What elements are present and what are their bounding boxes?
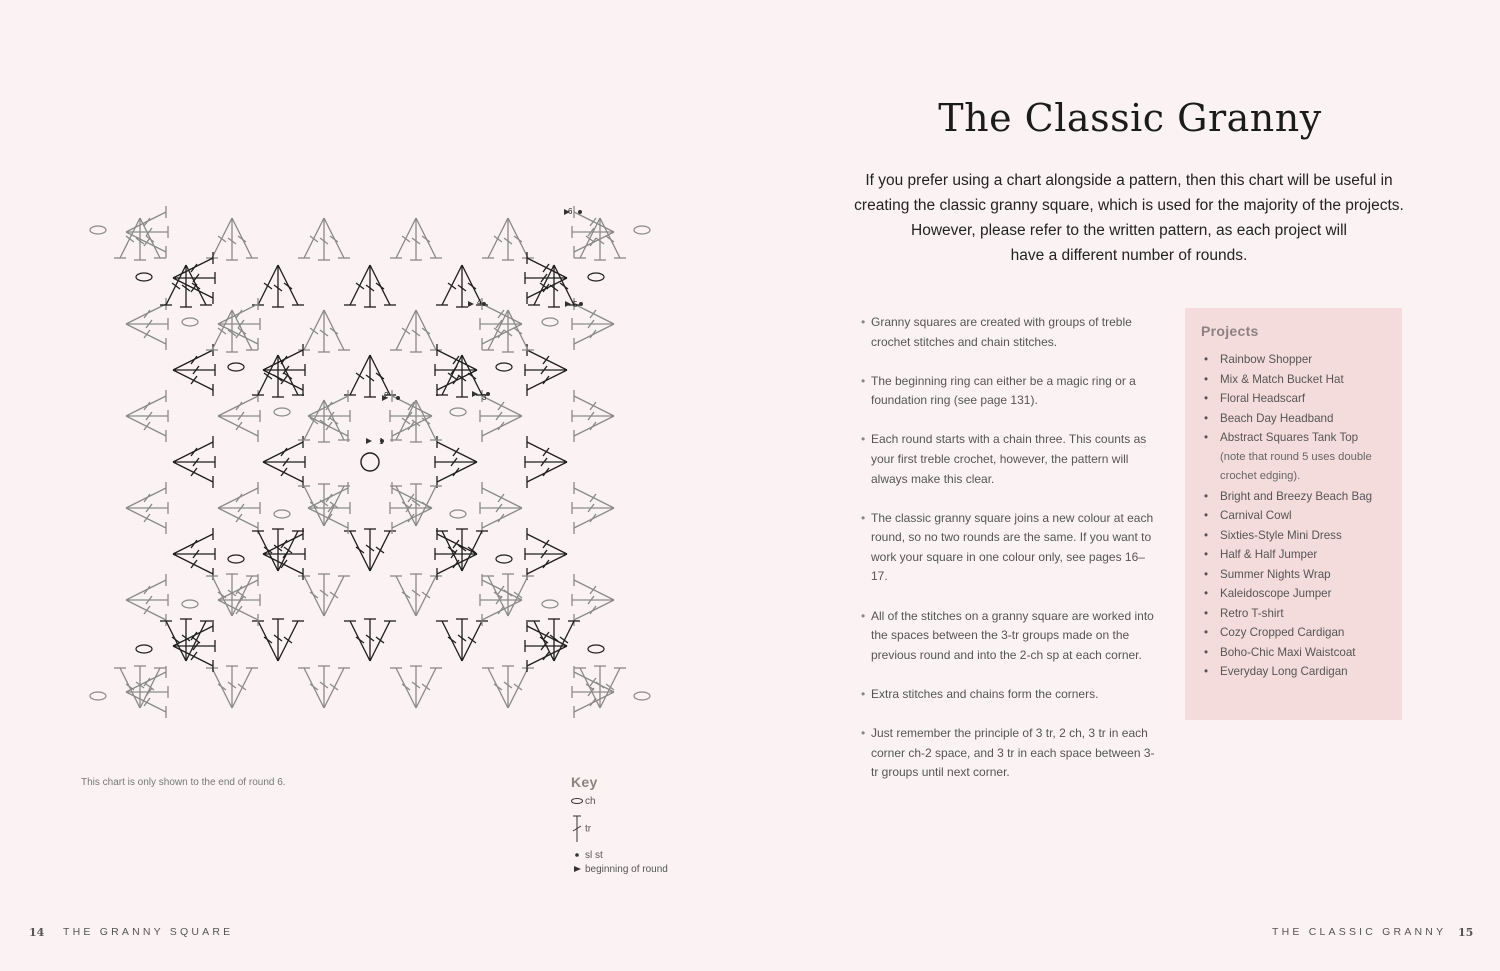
key-item-treble [571, 814, 591, 844]
running-head-right: THE CLASSIC GRANNY [1272, 926, 1447, 938]
treble-stitch [580, 668, 600, 708]
project-name: Mix & Match Bucket Hat [1220, 372, 1344, 386]
project-name: Sixties-Style Mini Dress [1220, 528, 1342, 542]
treble-cluster [525, 436, 567, 488]
project-name: Rainbow Shopper [1220, 353, 1313, 366]
chain-stitch [90, 692, 106, 700]
treble-cluster [126, 390, 168, 442]
project-name: Retro T-shirt [1220, 606, 1284, 620]
project-name: Carnival Cowl [1220, 509, 1292, 522]
treble-stitch [126, 304, 166, 324]
project-name: Summer Nights Wrap [1220, 567, 1331, 581]
project-item [1204, 370, 1394, 390]
chain-stitch [542, 318, 558, 326]
project-name: Kaleidoscope Jumper [1220, 587, 1332, 600]
project-item [1204, 389, 1394, 409]
project-item [1204, 584, 1394, 604]
chain-stitch [634, 692, 650, 700]
treble-stitch [508, 218, 528, 258]
treble-stitch [173, 442, 213, 462]
treble-stitch [218, 396, 258, 416]
treble-cluster [173, 528, 215, 580]
treble-stitch [482, 508, 522, 528]
round-start-arrow [565, 301, 571, 307]
treble-cluster [263, 436, 305, 488]
round-start-arrow [366, 438, 372, 444]
treble-cluster [525, 620, 567, 672]
treble-cluster [308, 390, 350, 442]
treble-stitch [574, 600, 614, 620]
treble-stitch [263, 350, 303, 370]
key-item-slip-stitch [571, 850, 603, 861]
project-item [1204, 350, 1394, 370]
treble-stitch [488, 668, 508, 708]
treble-cluster [252, 619, 304, 661]
treble-stitch [437, 462, 477, 482]
project-item [1204, 428, 1394, 487]
treble-stitch [212, 668, 232, 708]
projects-panel [1185, 308, 1402, 720]
treble-stitch [350, 621, 370, 661]
treble-stitch [396, 668, 416, 708]
project-name: Bright and Breezy Beach Bag [1220, 489, 1373, 503]
round-label-1: 1 [379, 437, 384, 446]
chain-stitch [634, 226, 650, 234]
treble-stitch [554, 265, 574, 305]
chain-stitch [588, 645, 604, 653]
treble-stitch [527, 646, 567, 666]
intro-paragraph [840, 168, 1418, 268]
treble-cluster [126, 666, 168, 718]
treble-cluster [480, 482, 522, 534]
slip-stitch-dot-icon [571, 850, 585, 860]
treble-cluster [252, 265, 304, 307]
project-item [1204, 487, 1394, 507]
treble-stitch [304, 486, 324, 526]
treble-stitch [534, 621, 554, 661]
page-number-left: 14 [29, 926, 45, 939]
project-name: Everyday Long Cardigan [1220, 665, 1348, 678]
treble-stitch [488, 576, 508, 616]
running-head-left: THE GRANNY SQUARE [63, 926, 234, 938]
treble-stitch [324, 310, 344, 350]
key-label-round-start: beginning of round [585, 864, 668, 875]
chain-stitch [542, 600, 558, 608]
treble-stitch [173, 534, 213, 554]
tip-item: • Just remember the principle of 3 tr, 2 ch, 3 tr in each corner ch-2 space, and 3 tr in each space between 3-tr groups until next corner. [861, 724, 1161, 783]
chain-stitch [228, 555, 244, 563]
treble-cluster [572, 666, 614, 718]
chain-stitch [450, 408, 466, 416]
tip-item: • Each round starts with a chain three. This counts as your first treble crochet, however, the pattern will always make this clear. [861, 430, 1161, 489]
treble-stitch [263, 442, 303, 462]
project-item [1204, 623, 1394, 643]
treble-cluster [206, 218, 258, 260]
treble-stitch [437, 554, 477, 574]
treble-cluster [126, 206, 168, 258]
treble-cluster [435, 528, 477, 580]
round-label-3: 3 [482, 393, 487, 402]
treble-cluster [480, 574, 522, 626]
treble-stitch [527, 554, 567, 574]
project-name: Boho-Chic Maxi Waistcoat [1220, 645, 1356, 659]
chain-stitch [182, 600, 198, 608]
treble-cluster [435, 436, 477, 488]
round-label-4: 4 [477, 298, 482, 307]
round-label-6: 6 [568, 207, 573, 216]
treble-stitch [392, 508, 432, 528]
magic-ring [361, 453, 379, 471]
chain-stitch [450, 510, 466, 518]
tip-item: • Granny squares are created with groups of treble crochet stitches and chain stitches. [861, 313, 1161, 352]
project-name: Floral Headscarf [1220, 392, 1306, 405]
slip-stitch-dot [396, 396, 400, 400]
treble-cluster [173, 344, 215, 396]
treble-cluster [572, 390, 614, 442]
project-item [1204, 565, 1394, 585]
treble-cluster [390, 666, 442, 708]
round-start-arrow [472, 391, 478, 397]
treble-cluster [390, 574, 442, 616]
tip-item: • All of the stitches on a granny square are worked into the spaces between the 3-tr groups made on the previous round and into the 2-ch sp at each corner. [861, 607, 1161, 666]
treble-cluster [298, 574, 350, 616]
key-label-chain: ch [585, 796, 596, 807]
crochet-chart-diagram [78, 170, 662, 756]
treble-cluster [436, 355, 488, 397]
projects-title: Projects [1201, 323, 1259, 339]
project-note: (note that round 5 uses double crochet edging). [1220, 450, 1372, 482]
treble-stitch [126, 488, 166, 508]
treble-cluster [482, 666, 534, 708]
treble-stitch [416, 310, 436, 350]
treble-cluster [206, 666, 258, 708]
slip-stitch-dot [578, 210, 582, 214]
project-item [1204, 662, 1394, 682]
page-number-right: 15 [1458, 926, 1474, 939]
chain-stitch [182, 318, 198, 326]
treble-stitch [482, 416, 522, 436]
project-name: Half & Half Jumper [1220, 548, 1318, 561]
treble-cluster [436, 619, 488, 661]
treble-cluster [572, 482, 614, 534]
project-item [1204, 409, 1394, 429]
project-item [1204, 545, 1394, 565]
treble-cluster [126, 298, 168, 350]
chain-stitch [136, 645, 152, 653]
treble-cluster [126, 482, 168, 534]
treble-cluster [298, 218, 350, 260]
project-name: Beach Day Headband [1220, 411, 1334, 425]
chain-stitch [496, 555, 512, 563]
treble-cluster [218, 390, 260, 442]
tip-item: • The beginning ring can either be a magic ring or a foundation ring (see page 131). [861, 372, 1161, 411]
chain-stitch [228, 363, 244, 371]
project-name: Cozy Cropped Cardigan [1220, 626, 1345, 639]
treble-cluster [482, 310, 534, 352]
treble-stitch [442, 621, 462, 661]
treble-stitch [574, 416, 614, 436]
tip-item: • The classic granny square joins a new colour at each round, so no two rounds are the same. If you want to work your square in one colour only, see pages 16–17. [861, 509, 1161, 587]
treble-stitch [308, 396, 348, 416]
tips-list [861, 313, 1161, 802]
treble-cluster [572, 574, 614, 626]
treble-cluster [344, 619, 396, 661]
intro-line: If you prefer using a chart alongside a pattern, then this chart will be useful in [865, 172, 1393, 189]
treble-stitch [218, 580, 258, 600]
intro-line: creating the classic granny square, which is used for the majority of the projects. [854, 197, 1404, 214]
treble-stitch [218, 488, 258, 508]
treble-cluster [482, 574, 534, 616]
treble-cluster [263, 344, 305, 396]
treble-stitch [462, 355, 482, 395]
page-title: The Classic Granny [938, 96, 1322, 140]
treble-cluster [525, 528, 567, 580]
chart-key [571, 774, 711, 875]
treble-stitch [173, 626, 213, 646]
treble-cluster [390, 482, 432, 534]
treble-stitch [258, 621, 278, 661]
arrow-right-icon [571, 864, 585, 874]
treble-stitch [370, 355, 390, 395]
chart-caption: This chart is only shown to the end of round 6. [81, 777, 286, 788]
treble-stitch [308, 488, 348, 508]
treble-stitch [126, 396, 166, 416]
treble-stitch [416, 218, 436, 258]
key-item-round-start [571, 864, 668, 875]
granny-square-chart [78, 170, 662, 756]
treble-stitch [442, 531, 462, 571]
treble-stitch [232, 218, 252, 258]
treble-stitch [370, 265, 390, 305]
round-label-2: 2 [384, 391, 389, 400]
round-label-5: 5 [573, 300, 578, 309]
treble-cluster [435, 344, 477, 396]
treble-stitch [350, 531, 370, 571]
treble-cluster [390, 400, 442, 442]
treble-cluster [173, 252, 215, 304]
intro-line: However, please refer to the written pattern, as each project will [911, 222, 1347, 239]
chain-stitch [90, 226, 106, 234]
treble-cluster [298, 666, 350, 708]
treble-stitch [263, 534, 303, 554]
round-start-arrow [468, 301, 474, 307]
treble-stitch [126, 672, 166, 692]
treble-stitch-icon [571, 814, 585, 844]
key-label-treble: tr [585, 823, 592, 835]
chain-stitch [274, 408, 290, 416]
treble-cluster [298, 400, 350, 442]
chain-stitch [588, 273, 604, 281]
chain-stitch [136, 273, 152, 281]
treble-stitch [527, 462, 567, 482]
treble-stitch [212, 576, 232, 616]
treble-cluster [173, 620, 215, 672]
treble-cluster [344, 265, 396, 307]
treble-cluster [298, 310, 350, 352]
treble-cluster [173, 436, 215, 488]
treble-stitch [416, 400, 436, 440]
treble-cluster [263, 528, 305, 580]
treble-stitch [304, 668, 324, 708]
project-item [1204, 643, 1394, 663]
treble-cluster [574, 218, 626, 260]
key-label-slip-stitch: sl st [585, 850, 603, 861]
chain-oval-icon [571, 796, 585, 806]
treble-cluster [114, 666, 166, 708]
treble-cluster [206, 574, 258, 616]
intro-line: have a different number of rounds. [1010, 247, 1248, 264]
treble-stitch [126, 580, 166, 600]
treble-stitch [574, 508, 614, 528]
slip-stitch-dot [579, 302, 583, 306]
treble-stitch [396, 576, 416, 616]
treble-cluster [572, 298, 614, 350]
treble-cluster [390, 310, 442, 352]
treble-cluster [482, 218, 534, 260]
chain-stitch [496, 363, 512, 371]
projects-list [1204, 350, 1394, 682]
slip-stitch-dot [486, 392, 490, 396]
treble-stitch [173, 258, 213, 278]
slip-stitch-dot [482, 302, 486, 306]
treble-cluster [252, 529, 304, 571]
project-name: Abstract Squares Tank Top [1220, 431, 1359, 444]
treble-stitch [324, 218, 344, 258]
treble-stitch [304, 576, 324, 616]
treble-cluster [574, 666, 626, 708]
treble-cluster [308, 482, 350, 534]
treble-cluster [436, 529, 488, 571]
treble-stitch [120, 668, 140, 708]
treble-cluster [525, 344, 567, 396]
treble-stitch [173, 350, 213, 370]
treble-cluster [344, 529, 396, 571]
key-item-chain [571, 796, 596, 807]
chain-stitch [274, 510, 290, 518]
treble-cluster [390, 218, 442, 260]
key-title: Key [571, 774, 598, 790]
tip-item: • Extra stitches and chains form the corners. [861, 685, 1161, 705]
project-item [1204, 604, 1394, 624]
treble-cluster [218, 298, 260, 350]
treble-cluster [126, 574, 168, 626]
treble-stitch [574, 324, 614, 344]
project-item [1204, 506, 1394, 526]
treble-cluster [218, 482, 260, 534]
treble-cluster [252, 355, 304, 397]
treble-stitch [278, 265, 298, 305]
treble-stitch [527, 370, 567, 390]
treble-cluster [218, 574, 260, 626]
project-item [1204, 526, 1394, 546]
